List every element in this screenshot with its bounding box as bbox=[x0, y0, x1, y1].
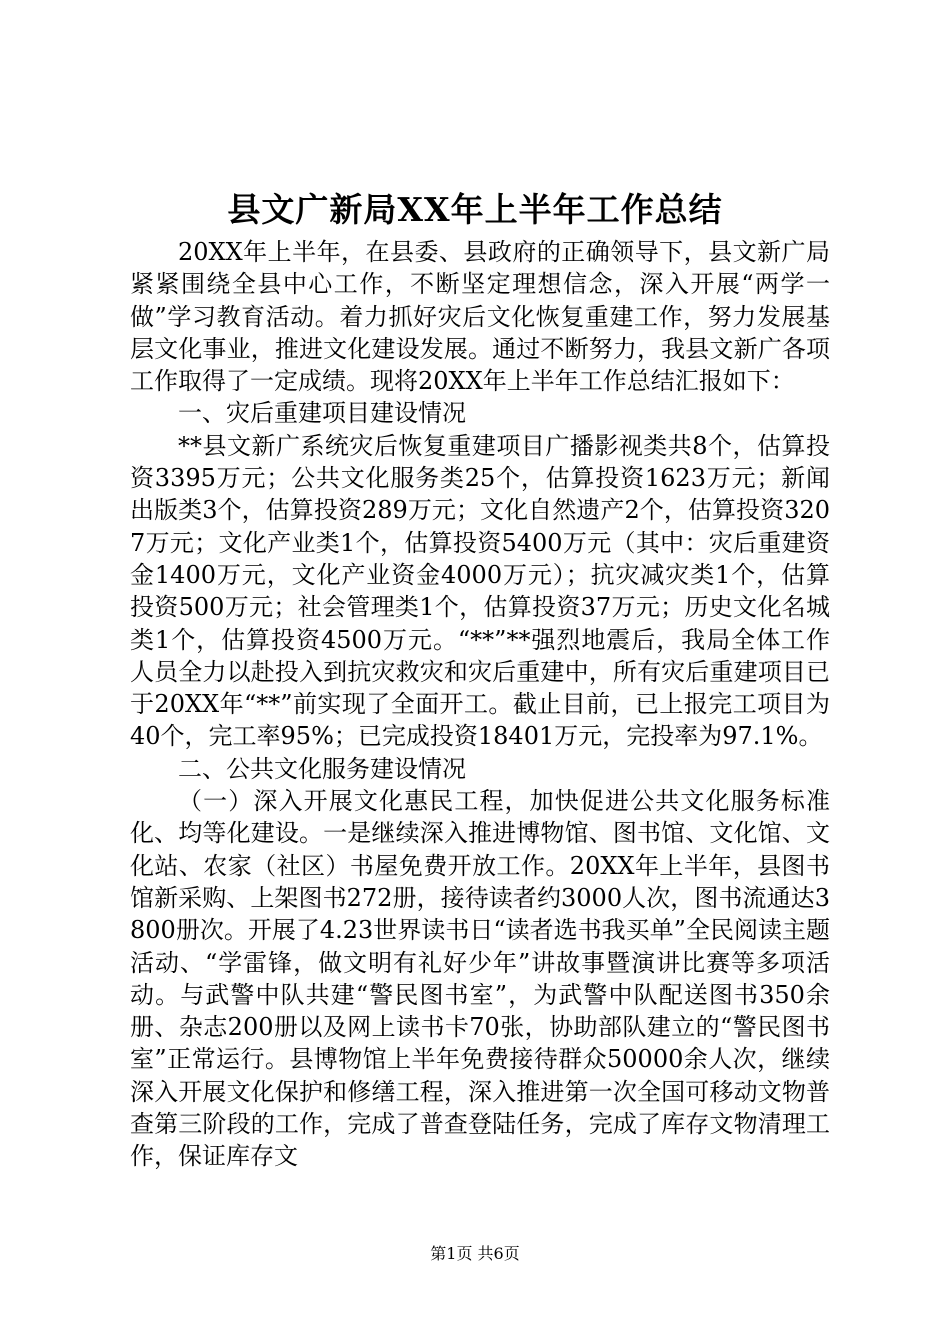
public-culture-paragraph: （一）深入开展文化惠民工程，加快促进公共文化服务标准化、均等化建设。一是继续深入推进博物馆、图书馆、文化馆、文化站、农家（社区）书屋免费开放工作。20XX年上半年，县图书馆新采购、上架图书272册，接待读者约3000人次，图书流通达3800册次。开展了4.23世界读书日“读者选书我买单”全民阅读主题活动、“学雷锋，做文明有礼好少年”讲故事暨演讲比赛等多项活动。与武警中队共建“警民图书室”，为武警中队配送图书350余册、杂志200册以及网上读书卡70张，协助部队建立的“警民图书室”正常运行。县博物馆上半年免费接待群众50000余人次，继续深入开展文化保护和修缮工程，深入推进第一次全国可移动文物普查第三阶段的工作，完成了普查登陆任务，完成了库存文物清理工作，保证库存文 bbox=[130, 787, 830, 1171]
reconstruction-paragraph: **县文新广系统灾后恢复重建项目广播影视类共8个，估算投资3395万元；公共文化服务类25个，估算投资1623万元；新闻出版类3个，估算投资289万元；文化自然遗产2个，估算投资3207万元；文化产业类1个，估算投资5400万元（其中：灾后重建资金1400万元，文化产业资金4000万元）；抗灾减灾类1个，估算投资500万元；社会管理类1个，估算投资37万元；历史文化名城类1个，估算投资4500万元。“**”**强烈地震后，我局全体工作人员全力以赴投入到抗灾救灾和灾后重建中，所有灾后重建项目已于20XX年“**”前实现了全面开工。截止目前，已上报完工项目为40个，完工率95%；已完成投资18401万元，完投率为97.1%。 bbox=[130, 431, 830, 751]
document-title: 县文广新局XX年上半年工作总结 bbox=[227, 190, 723, 229]
section-heading-reconstruction: 一、灾后重建项目建设情况 bbox=[178, 399, 466, 428]
document-body bbox=[130, 236, 830, 1173]
section-heading-public-culture: 二、公共文化服务建设情况 bbox=[178, 754, 466, 783]
intro-paragraph: 20XX年上半年，在县委、县政府的正确领导下，县文新广局紧紧围绕全县中心工作，不断坚定理想信念，深入开展“两学一做”学习教育活动。着力抓好灾后文化恢复重建工作，努力发展基层文化事业，推进文化建设发展。通过不断努力，我县文新广各项工作取得了一定成绩。现将20XX年上半年工作总结汇报如下： bbox=[130, 238, 830, 396]
page-footer: 第1页 共6页 bbox=[430, 1244, 520, 1263]
